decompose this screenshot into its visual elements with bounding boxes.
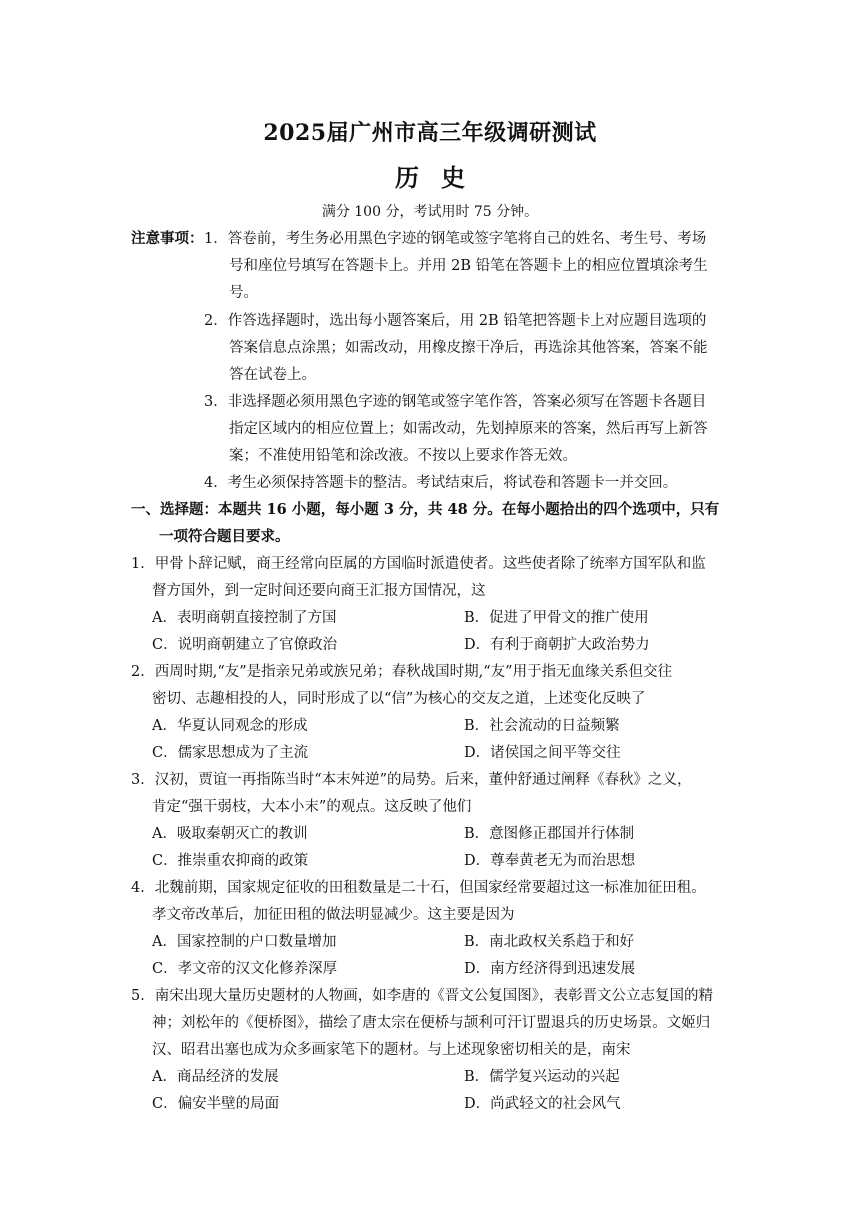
option-c: C．推崇重农抑商的政策 (152, 853, 309, 869)
subject-title: 历史 (395, 163, 487, 192)
option-d: D．有利于商朝扩大政治势力 (464, 637, 650, 653)
notice-line: 指定区域内的相应位置上；如需改动，先划掉原来的答案，然后再写上新答 (229, 421, 708, 437)
notice-line: 4．考生必须保持答题卡的整洁。考试结束后，将试卷和答题卡一并交回。 (204, 475, 678, 491)
option-c: C．偏安半壁的局面 (152, 1096, 280, 1112)
option-c: C．孝文帝的汉文化修养深厚 (152, 961, 338, 977)
option-c: C．儒家思想成为了主流 (152, 745, 309, 761)
section-heading: 一、选择题：本题共 16 小题，每小题 3 分，共 48 分。在每小题拾出的四个选项中，只有 (131, 501, 720, 518)
question-stem: 汉、昭君出塞也成为众多画家笔下的题材。与上述现象密切相关的是，南宋 (152, 1042, 631, 1058)
section-heading: 一项符合题目要求。 (159, 528, 290, 545)
option-a: A．吸取秦朝灭亡的教训 (152, 826, 308, 842)
question-stem: 5．南宋出现大量历史题材的人物画，如李唐的《晋文公复国图》，表彰晋文公立志复国的精 (131, 988, 713, 1004)
notice-line: 2．作答选择题时，选出每小题答案后，用 2B 铅笔把答题卡上对应题目选项的 (204, 313, 707, 329)
option-d: D．南方经济得到迅速发展 (464, 961, 636, 977)
option-b: B．社会流动的日益频繁 (464, 718, 620, 734)
option-b: B．促进了甲骨文的推广使用 (464, 610, 649, 626)
option-b: B．意图修正郡国并行体制 (464, 826, 635, 842)
question-stem: 督方国外，到一定时间还要向商王汇报方国情况，这 (152, 583, 486, 599)
notice-line: 号。 (229, 285, 258, 301)
exam-title: 2025届广州市高三年级调研测试 (263, 120, 597, 146)
option-a: A．国家控制的户口数量增加 (152, 934, 337, 950)
notice-line: 3．非选择题必须用黑色字迹的钢笔或签字笔作答，答案必须写在答题卡各题目 (204, 394, 707, 410)
question-stem: 孝文帝改革后，加征田租的做法明显减少。这主要是因为 (152, 907, 515, 923)
notice-line: 答在试卷上。 (229, 367, 316, 383)
option-b: B．南北政权关系趋于和好 (464, 934, 635, 950)
option-d: D．尊奉黄老无为而治思想 (464, 853, 636, 869)
option-d: D．诸侯国之间平等交往 (464, 745, 621, 761)
exam-info: 满分 100 分，考试用时 75 分钟。 (321, 204, 539, 220)
option-a: A．华夏认同观念的形成 (152, 718, 308, 734)
option-a: A．表明商朝直接控制了方国 (152, 610, 337, 626)
notice-line: 案；不准使用铅笔和涂改液。不按以上要求作答无效。 (229, 448, 577, 464)
question-stem: 4．北魏前期，国家规定征收的田租数量是二十石，但国家经常要超过这一标准加征田租。 (131, 880, 706, 896)
notice-line: 号和座位号填写在答题卡上。并用 2B 铅笔在答题卡上的相应位置填涂考生 (229, 258, 708, 274)
notice-line: 1．答卷前，考生务必用黑色字迹的钢笔或签字笔将自己的姓名、考生号、考场 (204, 231, 707, 247)
option-d: D．尚武轻文的社会风气 (464, 1096, 621, 1112)
option-c: C．说明商朝建立了官僚政治 (152, 637, 338, 653)
question-stem: 1．甲骨卜辞记赋，商王经常向臣属的方国临时派遣使者。这些使者除了统率方国军队和监 (131, 556, 706, 572)
notice-label: 注意事项： (131, 230, 204, 247)
notice-line: 答案信息点涂黑；如需改动，用橡皮擦干净后，再选涂其他答案，答案不能 (229, 340, 708, 356)
question-stem: 神；刘松年的《便桥图》，描绘了唐太宗在便桥与颉利可汗订盟退兵的历史场景。文姬归 (152, 1015, 711, 1031)
option-b: B．儒学复兴运动的兴起 (464, 1069, 620, 1085)
question-stem: 肯定“强干弱枝，大本小末”的观点。这反映了他们 (152, 799, 472, 815)
question-stem: 密切、志趣相投的人，同时形成了以“信”为核心的交友之道，上述变化反映了 (152, 691, 646, 707)
option-a: A．商品经济的发展 (152, 1069, 279, 1085)
question-stem: 2．西周时期,“友”是指亲兄弟或族兄弟；春秋战国时期,“友”用于指无血缘关系但交往 (131, 664, 673, 680)
question-stem: 3．汉初，贾谊一再指陈当时“本末舛逆”的局势。后来，董仲舒通过阐释《春秋》之义， (131, 772, 692, 788)
